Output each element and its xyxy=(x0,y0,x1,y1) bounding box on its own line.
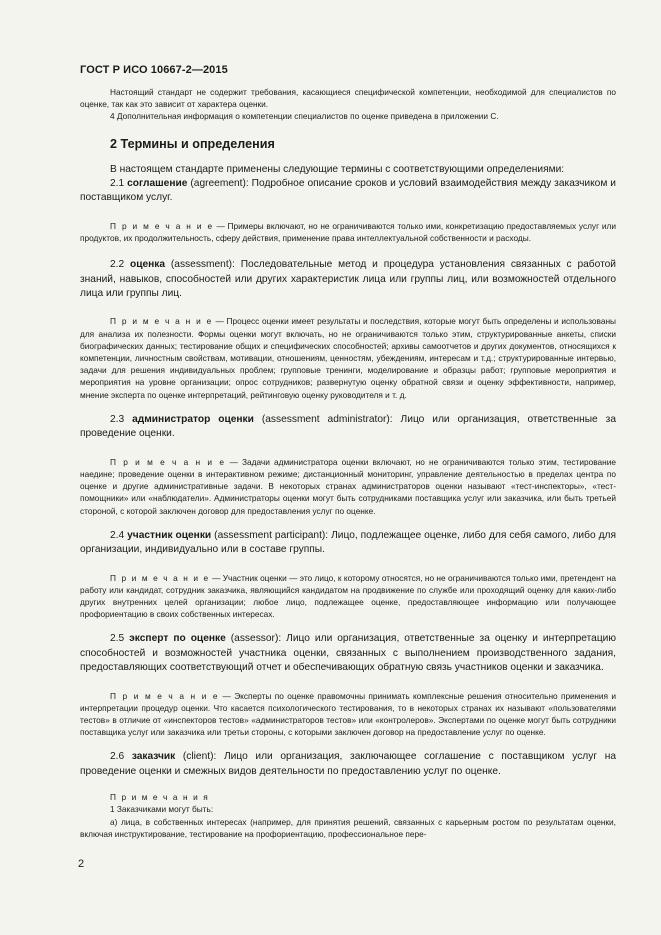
term-name: участник оценки xyxy=(127,529,212,541)
term-number: 2.5 xyxy=(110,633,130,645)
term-2-4 xyxy=(80,529,616,558)
note-2-2 xyxy=(80,315,616,400)
notes-label: П р и м е ч а н и я xyxy=(110,792,210,803)
term-name: соглашение xyxy=(127,178,188,190)
term-definition: (assessment participant): Лицо, подлежащее оценке, либо для себя самого, либо для организации, индивидуально или в составе группы. xyxy=(80,529,616,556)
term-number: 2.3 xyxy=(110,413,133,425)
note-2-1 xyxy=(80,220,616,244)
note-label: П р и м е ч а н и е xyxy=(110,572,210,583)
page-content xyxy=(80,84,616,840)
page-number: 2 xyxy=(78,858,85,870)
term-name: заказчик xyxy=(131,751,176,763)
note-2-6-item-a: а) лица, в собственных интересах (например, для принятия решений, связанных с карьерным ростом по результатам оценки, включая инструктирование, тестирование на профориентацию, профессиональное пере- xyxy=(80,816,616,839)
document-header: ГОСТ Р ИСО 10667-2—2015 xyxy=(80,64,228,76)
term-name: администратор оценки xyxy=(132,413,254,425)
term-definition: (agreement): Подробное описание сроков и условий взаимодействия между заказчиком и поставщиком услуг. xyxy=(80,178,616,204)
note-text: — Процесс оценки имеет результаты и последствия, которые могут быть определены и использованы для анализа их полезности. Формы оценки могут включать, но не ограничиваются только этим, структурированные анкеты, списки биографических данных; тестирование общих и специфических способностей; архивы самоотчетов и других документов, относящихся к компетенции, личностным свойствам, мотивации, отношениям, ценностям, убеждениям, интересам и т.д.; структурированные интервью, задачи для решения индивидуальных проблем; групповые тренинги, моделирование и образцы работ; групповые мероприятия и мероприятия на уровне организации; опрос сотрудников; развернутую оценку обратной связи и оценку эффективности, например, мнение эксперта по оценке интерпретаций, рейтинговую оценку руководителя и т. д. xyxy=(80,316,616,400)
term-definition: (client): Лицо или организация, заключающее соглашение с поставщиком услуг на проведение оценки и смежных видов деятельности по предоставлению услуг по оценке. xyxy=(80,751,616,777)
term-name: эксперт по оценке xyxy=(129,633,226,645)
intro-note-4: 4 Дополнительная информация о компетенции специалистов по оценке приведена в приложении С. xyxy=(110,111,499,122)
note-text: — Задачи администратора оценки включают, но не ограничиваются только этим, тестирование наедине; проведение оценки в интерактивном режиме; дистанционный мониторинг, управление деятельностью в пределах центра по оценке и другие административные задачи. В некоторых странах администраторов оценки называют «тест-инспекторы», «тест-помощники» или «наблюдатели». Администраторы оценки могут быть сотрудниками поставщика услуг или заказчика, или быть третьей стороной, с которой заключен договор для предоставления услуг по оценке. xyxy=(80,456,616,516)
note-label: П р и м е ч а н и е xyxy=(110,456,226,467)
term-name: оценка xyxy=(130,259,166,271)
term-definition: (assessment): Последовательные метод и процедура установления связанных с работой знаний, навыков, способностей или других характеристик лица или группы лиц, или возможностей отдельного лица или группы лиц. xyxy=(80,259,616,300)
note-label: П р и м е ч а н и е xyxy=(110,316,213,327)
term-number: 2.6 xyxy=(110,751,132,763)
term-number: 2.2 xyxy=(110,259,130,271)
intro-paragraph: Настоящий стандарт не содержит требования, касающиеся специфической компетенции, необходимой для специалистов по оценке, так как это зависит от характера оценки. xyxy=(80,87,616,110)
term-2-3 xyxy=(80,413,616,442)
term-number: 2.4 xyxy=(110,529,128,541)
term-2-6 xyxy=(80,750,616,779)
note-label: П р и м е ч а н и е xyxy=(110,220,214,231)
note-text: — Эксперты по оценке правомочны принимать комплексные решения относительно применения и интерпретации процедур оценки. Что касается психологического тестирования, то в некоторых странах их называют «пользователями тестов» в отличие от «инспекторов тестов» «администраторов тестов» или «контролеров». Экспертами по оценке могут быть сотрудники поставщика услуг или заказчика или третьи стороны, с которыми заключен договор на предоставление услуг по оценке. xyxy=(80,690,616,738)
term-number: 2.1 xyxy=(110,178,128,190)
note-2-6-item-1: 1 Заказчиками могут быть: xyxy=(110,804,214,815)
section-lead: В настоящем стандарте применены следующие термины с соответствующими определениями: xyxy=(110,163,565,175)
term-definition: (assessment administrator): Лицо или организация, ответственные за проведение оценки. xyxy=(80,413,616,440)
term-2-1 xyxy=(80,177,616,206)
note-text: — Участник оценки — это лицо, к которому относятся, но не ограничиваются только ими, претендент на работу или кандидат, сотрудник заказчика, являющийся кандидатом на продвижение по службе или проходящий оценку для каких-либо других внутренних целей организации; любое лицо, подлежащее оценке, предоставляющее информацию или получающее профориентацию в своих собственных интересах. xyxy=(80,572,616,620)
term-2-5 xyxy=(80,632,616,675)
note-2-4 xyxy=(80,572,616,621)
note-2-3 xyxy=(80,456,616,517)
term-2-2 xyxy=(80,258,616,301)
note-2-5 xyxy=(80,690,616,739)
term-definition: (assessor): Лицо или организация, ответственные за оценку и интерпретацию способностей и возможностей участника оценки, связанных с выполнением производственного задания, предоставляющих соответствующий отчет и обеспечивающих обратную связь участников оценки и заказчика. xyxy=(80,633,616,674)
note-text: — Примеры включают, но не ограничиваются только ими, конкретизацию предоставляемых услуг или продуктов, их продолжительность, сферу действия, применение права интеллектуальной собственности и расходы. xyxy=(80,220,616,244)
section-title: 2 Термины и определения xyxy=(110,136,275,151)
note-label: П р и м е ч а н и е xyxy=(110,690,220,701)
